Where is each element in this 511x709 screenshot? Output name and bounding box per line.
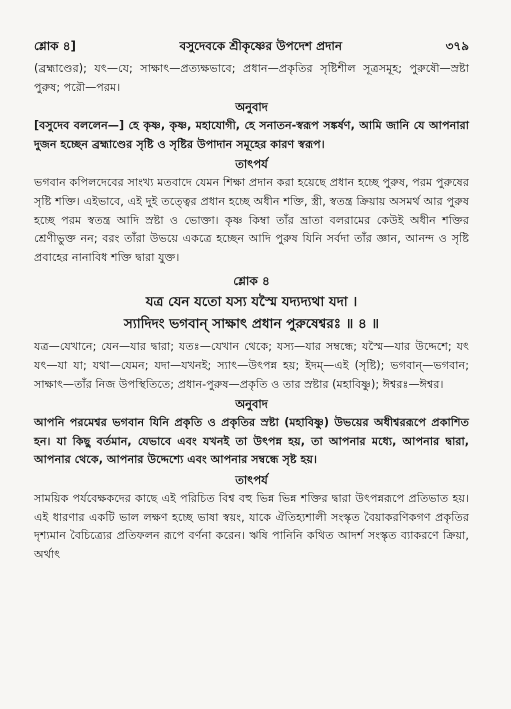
verse-heading: শ্লোক ৪ (233, 274, 270, 289)
purport-heading-1: তাৎপর্য (235, 157, 268, 172)
translation-paragraph-1: [বসুদেব বললেন—] হে কৃষ্ণ, কৃষ্ণ, মহাযোগী, হে সনাতন-স্বরূপ সঙ্কর্ষণ, আমি জানি যে আপনারা দুজন হচ্ছেন ব্রহ্মাণ্ডের সৃষ্টি ও সৃষ্টির উপাদান সমূহের কারণ স্বরূপ। (34, 119, 469, 151)
purport-paragraph-2: সাময়িক পর্যবেক্ষকদের কাছে এই পরিচিত বিশ্ব বহু ভিন্ন ভিন্ন শক্তির দ্বারা উৎপন্নরূপে প্রতিভাত হয়। এই ধারণার একটি ভাল লক্ষণ হচ্ছে ভাষা স্বয়ং, যাকে ঐতিহ্যশালী সংস্কৃত বৈয়াকরণিকগণ প্রকৃতির দৃশ্যমান বৈচিত্র্যের প্রতিফলন রূপে বর্ণনা করেন। ঋষি পানিনি কথিত আদর্শ সংস্কৃত ব্যাকরণে ক্রিয়া, অর্থাৎ (34, 491, 469, 561)
translation-heading-1: অনুবাদ (235, 100, 268, 115)
translation-paragraph-2: আপনি পরমেশ্বর ভগবান যিনি প্রকৃতি ও প্রকৃতির স্রষ্টা (মহাবিষ্ণু) উভয়ের অধীশ্বররূপে প্রকাশিত হন। যা কিছু বর্তমান, যেভাবে এবং যখনই তা উৎপন্ন হয়, তা আপনার মধ্যে, আপনার দ্বারা, আপনার থেকে, আপনার উদ্দেশ্যে এবং আপনার সম্বন্ধে সৃষ্ট হয়। (34, 416, 469, 467)
purport-paragraph-1: ভগবান কপিলদেবের সাংখ্য মতবাদে যেমন শিক্ষা প্রদান করা হয়েছে প্রধান হচ্ছে পুরুষ, পরম পুরুষের সৃষ্টি শক্তি। এইভাবে, এই দুই তত্ত্বের প্রধান হচ্ছে অধীন শক্তি, স্ত্রী, স্বতন্ত্র ক্রিয়ায় অসমর্থ আর পুরুষ হচ্ছে পরম স্বতন্ত্র আদি স্রষ্টা ও ভোক্তা। কৃষ্ণ কিম্বা তাঁর ভ্রাতা বলরামের কেউই অধীন শক্তির শ্রেণীভুক্ত নন; বরং তাঁরা উভয়ে একত্রে হচ্ছেন আদি পুরুষ যিনি সর্বদা তাঁর জ্ঞান, আনন্দ ও সৃষ্টি প্রবাহের নানাবিধ শক্তি দ্বারা যুক্ত। (34, 176, 469, 264)
chapter-title: বসুদেবকে শ্রীকৃষ্ণের উপদেশ প্রদান (179, 39, 343, 53)
verse-line-2: স্যাদিদং ভগবান্ সাক্ষাৎ প্রধান পুরুষেশ্বরঃ ॥ ৪ ॥ (123, 316, 380, 333)
verse-reference: শ্লোক ৪] (34, 39, 77, 53)
page-number: ৩৭৯ (445, 39, 469, 53)
translation-heading-2: অনুবাদ (235, 397, 268, 412)
synonyms-paragraph-1: (ব্রহ্মাণ্ডের); যৎ—যে; সাক্ষাৎ—প্রত্যক্ষভাবে; প্রধান—প্রকৃতির সৃষ্টিশীল সূত্রসমূহ; পুরুষৌ—স্রষ্টা পুরুষ; পরৌ—পরম। (34, 62, 469, 94)
purport-heading-2: তাৎপর্য (235, 472, 268, 487)
verse-line-1: যত্র যেন যতো যস্য যস্মৈ যদ্যদ্যথা যদা । (145, 294, 358, 311)
page-header (34, 38, 469, 60)
synonyms-paragraph-2: যত্র—যেখানে; যেন—যার দ্বারা; যতঃ—যেখান থেকে; যস্য—যার সম্বন্ধে; যস্মৈ—যার উদ্দেশে; যৎ যৎ—যা যা; যথা—যেমন; যদা—যখনই; স্যাৎ—উৎপন্ন হয়; ইদম্—এই (সৃষ্টি); ভগবান্—ভগবান; সাক্ষাৎ—তাঁর নিজ উপস্থিতিতে; প্রধান-পুরুষ—প্রকৃতি ও তার স্রষ্টার (মহাবিষ্ণু); ঈশ্বরঃ—ঈশ্বর। (34, 340, 469, 391)
